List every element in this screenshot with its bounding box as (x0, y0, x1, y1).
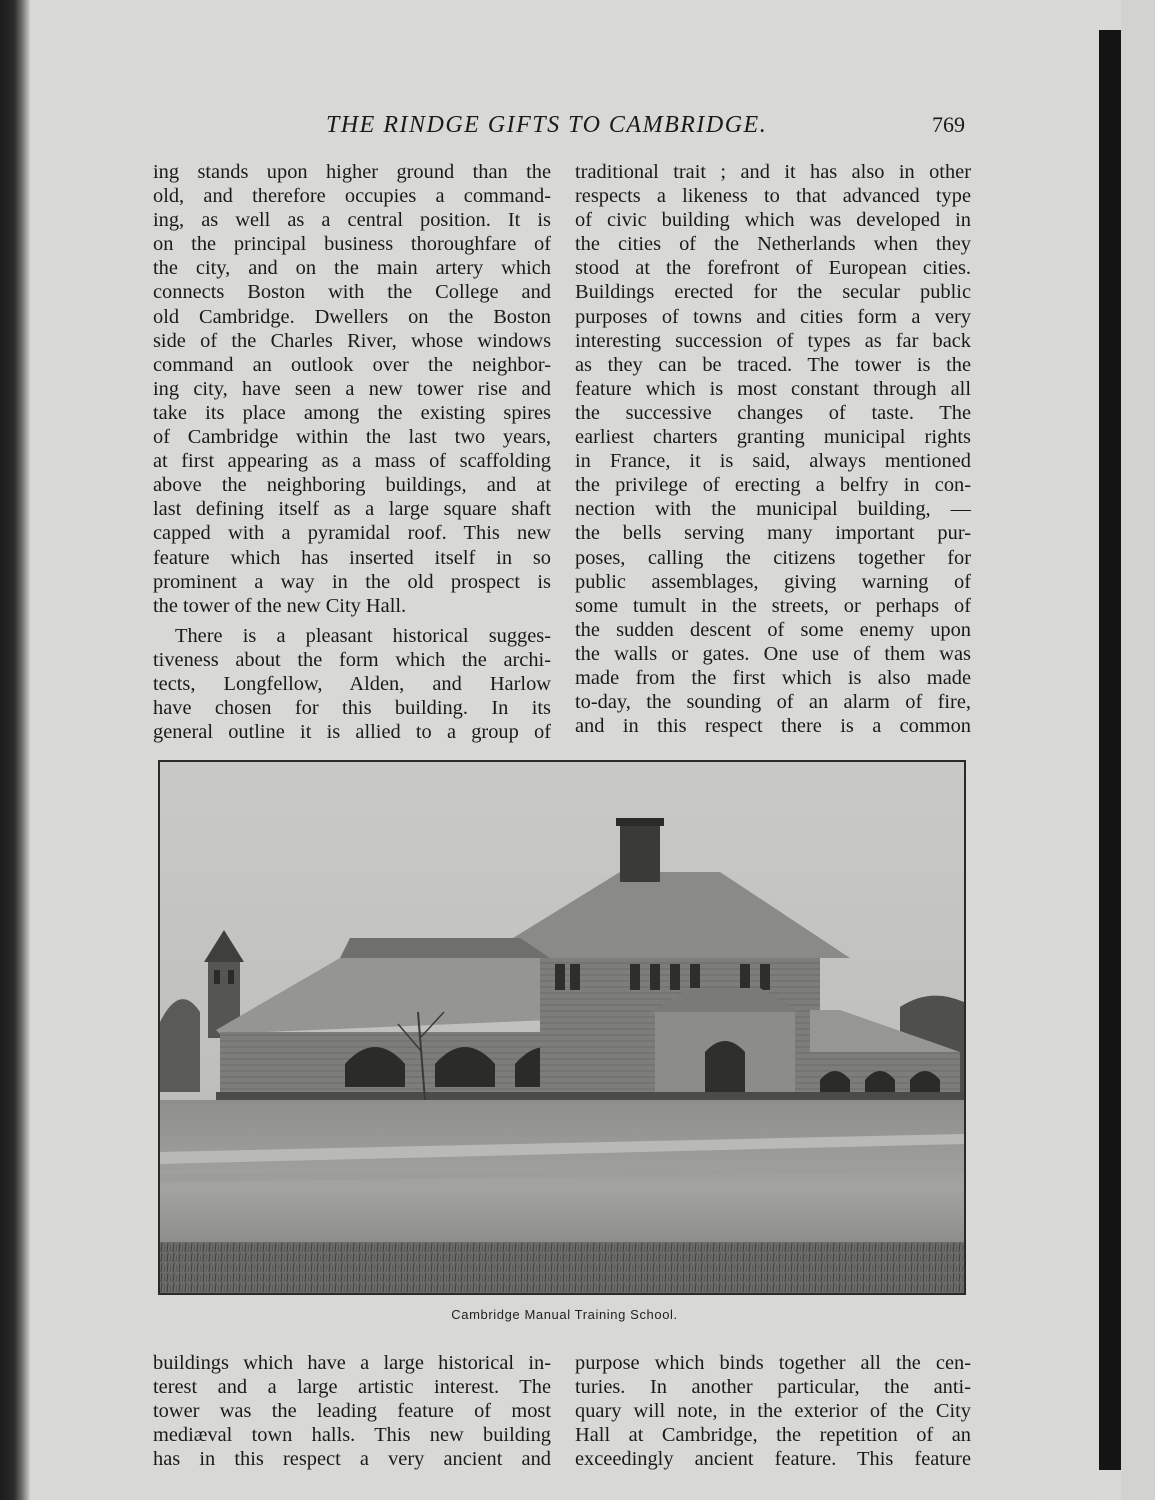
text-line: the walls or gates. One use of them was (575, 642, 971, 665)
text-line: general outline it is allied to a group of (153, 721, 551, 744)
text-line: the successive changes of taste. The (575, 401, 971, 424)
text-line: made from the first which is also made (575, 666, 971, 689)
text-line: prominent a way in the old prospect is (153, 570, 551, 593)
text-line: the privilege of erecting a belfry in con- (575, 474, 971, 497)
paragraph (575, 160, 971, 738)
text-line: take its place among the existing spires (153, 401, 551, 424)
text-line: purpose which binds together all the cen- (575, 1352, 971, 1374)
text-line: Hall at Cambridge, the repetition of an (575, 1424, 971, 1447)
text-line: last defining itself as a large square shaft (153, 498, 551, 521)
text-line: the tower of the new City Hall. (153, 594, 407, 617)
text-line: respects a likeness to that advanced type (575, 185, 971, 208)
text-line: in France, it is said, always mentioned (575, 450, 971, 473)
text-line: public assemblages, giving warning of (575, 570, 971, 593)
text-line: ing stands upon higher ground than the (153, 161, 551, 183)
text-line: of Cambridge within the last two years, (153, 426, 551, 449)
page-number: 769 (932, 112, 965, 137)
text-line: interesting succession of types as far back (575, 329, 971, 352)
text-line: some tumult in the streets, or perhaps of (575, 594, 971, 617)
column-top-left (153, 160, 551, 744)
text-line: turies. In another particular, the anti- (575, 1376, 971, 1399)
text-line: the sudden descent of some enemy upon (575, 618, 971, 641)
text-line: exceedingly ancient feature. This feature (575, 1448, 971, 1471)
paragraph (153, 160, 551, 618)
paragraph (153, 624, 551, 744)
column-top-right (575, 160, 971, 738)
book-page (30, 0, 1099, 1500)
paragraph (575, 1351, 971, 1471)
running-head (30, 112, 1099, 146)
text-line: the bells serving many important pur- (575, 522, 971, 545)
text-line: mediæval town halls. This new building (153, 1424, 551, 1447)
text-line: poses, calling the citizens together for (575, 546, 971, 569)
column-bottom-left (153, 1351, 551, 1471)
text-line: feature which has inserted itself in so (153, 546, 551, 569)
text-line: tects, Longfellow, Alden, and Harlow (153, 672, 551, 695)
text-line: have chosen for this building. In its (153, 697, 551, 720)
text-line: There is a pleasant historical sugges- (175, 624, 551, 647)
text-line: buildings which have a large historical in- (153, 1352, 551, 1374)
text-line: command an outlook over the neighbor- (153, 353, 551, 376)
text-line: side of the Charles River, whose windows (153, 329, 551, 352)
text-line: old, and therefore occupies a command- (153, 185, 551, 208)
text-line: tiveness about the form which the archi- (153, 648, 551, 671)
text-line: the cities of the Netherlands when they (575, 233, 971, 256)
text-line: traditional trait ; and it has also in other (575, 161, 971, 183)
text-line: earliest charters granting municipal rights (575, 426, 971, 449)
text-line: capped with a pyramidal roof. This new (153, 522, 551, 545)
text-line: as they can be traced. The tower is the (575, 353, 971, 376)
text-line: to-day, the sounding of an alarm of fire, (575, 691, 971, 714)
text-line: stood at the forefront of European cities. (575, 257, 971, 280)
page-margin-right (1121, 0, 1155, 1500)
text-line: ing city, have seen a new tower rise and (153, 377, 551, 400)
figure-photograph (158, 760, 966, 1295)
text-line: ing, as well as a central position. It is (153, 209, 551, 232)
running-title: THE RINDGE GIFTS TO CAMBRIDGE. (326, 112, 768, 138)
text-line: quary will note, in the exterior of the City (575, 1400, 971, 1423)
text-line: old Cambridge. Dwellers on the Boston (153, 305, 551, 328)
column-bottom-right (575, 1351, 971, 1471)
text-line: terest and a large artistic interest. The (153, 1376, 551, 1399)
scan-shadow-left (0, 0, 30, 1500)
figure-caption: Cambridge Manual Training School. (451, 1307, 678, 1322)
text-line: above the neighboring buildings, and at (153, 474, 551, 497)
paragraph (153, 1351, 551, 1471)
building-photo (160, 762, 964, 1293)
text-line: on the principal business thoroughfare of (153, 233, 551, 256)
text-line: of civic building which was developed in (575, 209, 971, 232)
scan-shadow-right (1099, 30, 1121, 1470)
text-line: at first appearing as a mass of scaffolding (153, 450, 551, 473)
text-line: has in this respect a very ancient and (153, 1448, 551, 1471)
text-line: tower was the leading feature of most (153, 1400, 551, 1423)
text-line: feature which is most constant through all (575, 377, 971, 400)
text-line: purposes of towns and cities form a very (575, 305, 971, 328)
text-line: connects Boston with the College and (153, 281, 551, 304)
text-line: Buildings erected for the secular public (575, 281, 971, 304)
text-line: and in this respect there is a common (575, 715, 971, 738)
text-line: the city, and on the main artery which (153, 257, 551, 280)
text-line: nection with the municipal building, — (575, 498, 971, 521)
